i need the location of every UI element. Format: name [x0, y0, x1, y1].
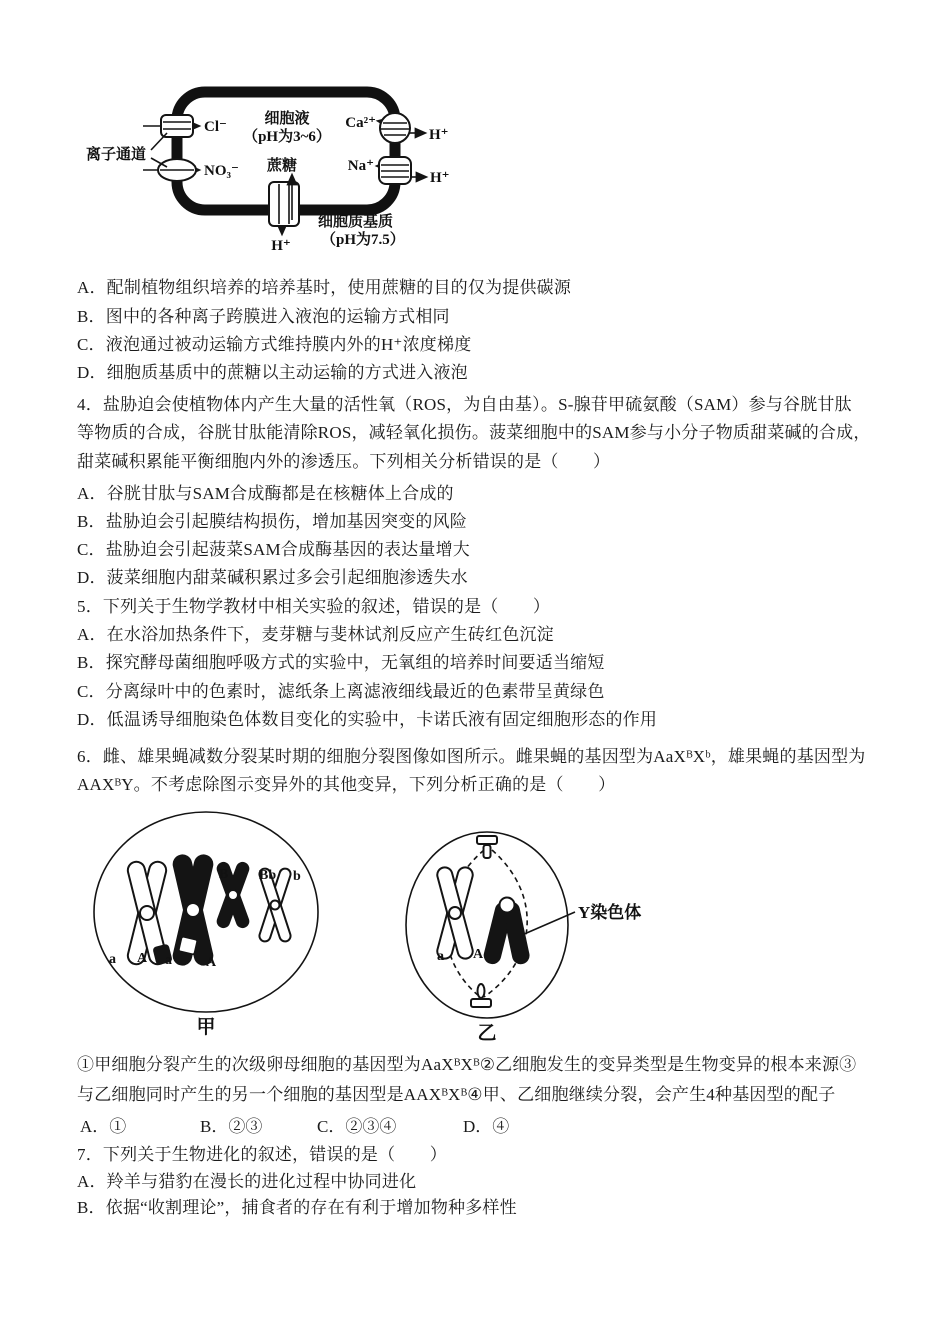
q5-option-d: D．低温诱导细胞染色体数目变化的实验中，卡诺氏液有固定细胞形态的作用	[77, 710, 658, 729]
q3-option-b: B．图中的各种离子跨膜进入液泡的运输方式相同	[77, 307, 450, 326]
gene-label-A2: A	[206, 955, 217, 970]
chromosome-large-black	[172, 853, 215, 966]
q4-stem-line2: 等物质的合成，谷胱甘肽能清除ROS，减轻氧化损伤。菠菜细胞中的SAM参与小分子物质甜菜碱的合成，	[77, 423, 871, 442]
centriole-top	[477, 836, 497, 858]
q6-stem-line1: 6．雌、雄果蝇减数分裂某时期的细胞分裂图像如图所示。雌果蝇的基因型为AaXᴮXᵇ，雄果蝇的基因型为	[77, 747, 866, 766]
ion-channel-label: 离子通道	[86, 147, 147, 163]
chromosome-large-white	[126, 860, 172, 966]
sucrose-transporter-icon	[269, 182, 299, 226]
calcium-antiporter-icon	[380, 113, 410, 143]
gene-label-Bb: Bb	[259, 868, 277, 883]
cell-yi-label: 乙	[477, 1023, 497, 1044]
gene-label-B: B	[219, 867, 229, 882]
gene-label-A1: A	[137, 951, 148, 966]
y-chromosome-label: Y染色体	[578, 903, 642, 922]
vacuole-transport-diagram	[85, 78, 505, 258]
cl-ion-label: Cl⁻	[204, 119, 227, 135]
q3-option-a: A．配制植物组织培养的培养基时，使用蔗糖的目的仅为提供碳源	[77, 278, 572, 297]
gene-label-a1: a	[109, 952, 116, 967]
cytosol-ph-label: （pH为7.5）	[321, 232, 405, 248]
q6-option-b: B．②③	[200, 1117, 263, 1136]
q5-stem: 5．下列关于生物学教材中相关实验的叙述，错误的是（ ）	[77, 597, 551, 616]
h-ion-na-label: H⁺	[430, 170, 450, 186]
y-chromosome	[483, 898, 531, 966]
q3-option-c: C．液泡通过被动运输方式维持膜内外的H⁺浓度梯度	[77, 335, 472, 354]
q4-option-c: C．盐胁迫会引起菠菜SAM合成酶基因的表达量增大	[77, 540, 470, 559]
sucrose-label: 蔗糖	[266, 158, 298, 174]
q6-stem-line2: AAXᴮY。不考虑除图示变异外的其他变异，下列分析正确的是（ ）	[77, 775, 616, 794]
q4-stem-line3: 甜菜碱积累能平衡细胞内外的渗透压。下列相关分析错误的是（ ）	[77, 452, 611, 471]
chromosome-white-yi	[436, 866, 475, 961]
gene-label-a2: a	[165, 953, 172, 968]
meiosis-cells-diagram	[85, 800, 705, 1060]
gene-label-b: b	[293, 869, 301, 884]
cell-sap-ph-label: （pH为3~6）	[243, 129, 331, 145]
cytosol-label: 细胞质基质	[318, 214, 394, 230]
q6-option-d: D．④	[463, 1117, 510, 1136]
q6-option-a: A．①	[80, 1117, 127, 1136]
q7-stem: 7．下列关于生物进化的叙述，错误的是（ ）	[77, 1145, 447, 1164]
h-ion-ca-label: H⁺	[429, 127, 449, 143]
q7-option-b: B．依据“收割理论”，捕食者的存在有利于增加物种多样性	[77, 1198, 517, 1217]
ca-ion-label: Ca²⁺	[345, 115, 376, 131]
centriole-bottom	[471, 984, 491, 1007]
q7-option-a: A．羚羊与猎豹在漫长的进化过程中协同进化	[77, 1172, 417, 1191]
q5-option-a: A．在水浴加热条件下，麦芽糖与斐林试剂反应产生砖红色沉淀	[77, 625, 554, 644]
q5-option-b: B．探究酵母菌细胞呼吸方式的实验中，无氧组的培养时间要适当缩短	[77, 653, 605, 672]
na-ion-label: Na⁺	[347, 158, 374, 174]
q5-option-c: C．分离绿叶中的色素时，滤纸条上离滤液细线最近的色素带呈黄绿色	[77, 682, 605, 701]
q4-option-b: B．盐胁迫会引起膜结构损伤，增加基因突变的风险	[77, 512, 467, 531]
gene-label-A-yi: A	[473, 947, 484, 962]
no3-ion-label: NO₃⁻	[204, 163, 239, 179]
cell-jia-membrane	[94, 812, 318, 1012]
h-ion-bottom-label: H⁺	[271, 238, 291, 254]
q4-stem-line1: 4．盐胁迫会使植物体内产生大量的活性氧（ROS，为自由基）。S-腺苷甲硫氨酸（SAM）参与谷胱甘肽	[77, 395, 852, 414]
cell-sap-label: 细胞液	[264, 111, 310, 127]
q6-statements-line1: ①甲细胞分裂产生的次级卵母细胞的基因型为AaXᴮXᴮ②乙细胞发生的变异类型是生物变异的根本来源③	[77, 1055, 857, 1074]
q6-option-c: C．②③④	[317, 1117, 397, 1136]
q6-statements-line2: 与乙细胞同时产生的另一个细胞的基因型是AAXᴮXᴮ④甲、乙细胞继续分裂，会产生4种基因型的配子	[77, 1085, 836, 1104]
q4-option-d: D．菠菜细胞内甜菜碱积累过多会引起细胞渗透失水	[77, 568, 468, 587]
cell-jia-label: 甲	[196, 1017, 216, 1038]
q4-option-a: A．谷胱甘肽与SAM合成酶都是在核糖体上合成的	[77, 484, 454, 503]
q3-option-d: D．细胞质基质中的蔗糖以主动运输的方式进入液泡	[77, 363, 468, 382]
gene-label-a-yi: a	[437, 949, 444, 964]
